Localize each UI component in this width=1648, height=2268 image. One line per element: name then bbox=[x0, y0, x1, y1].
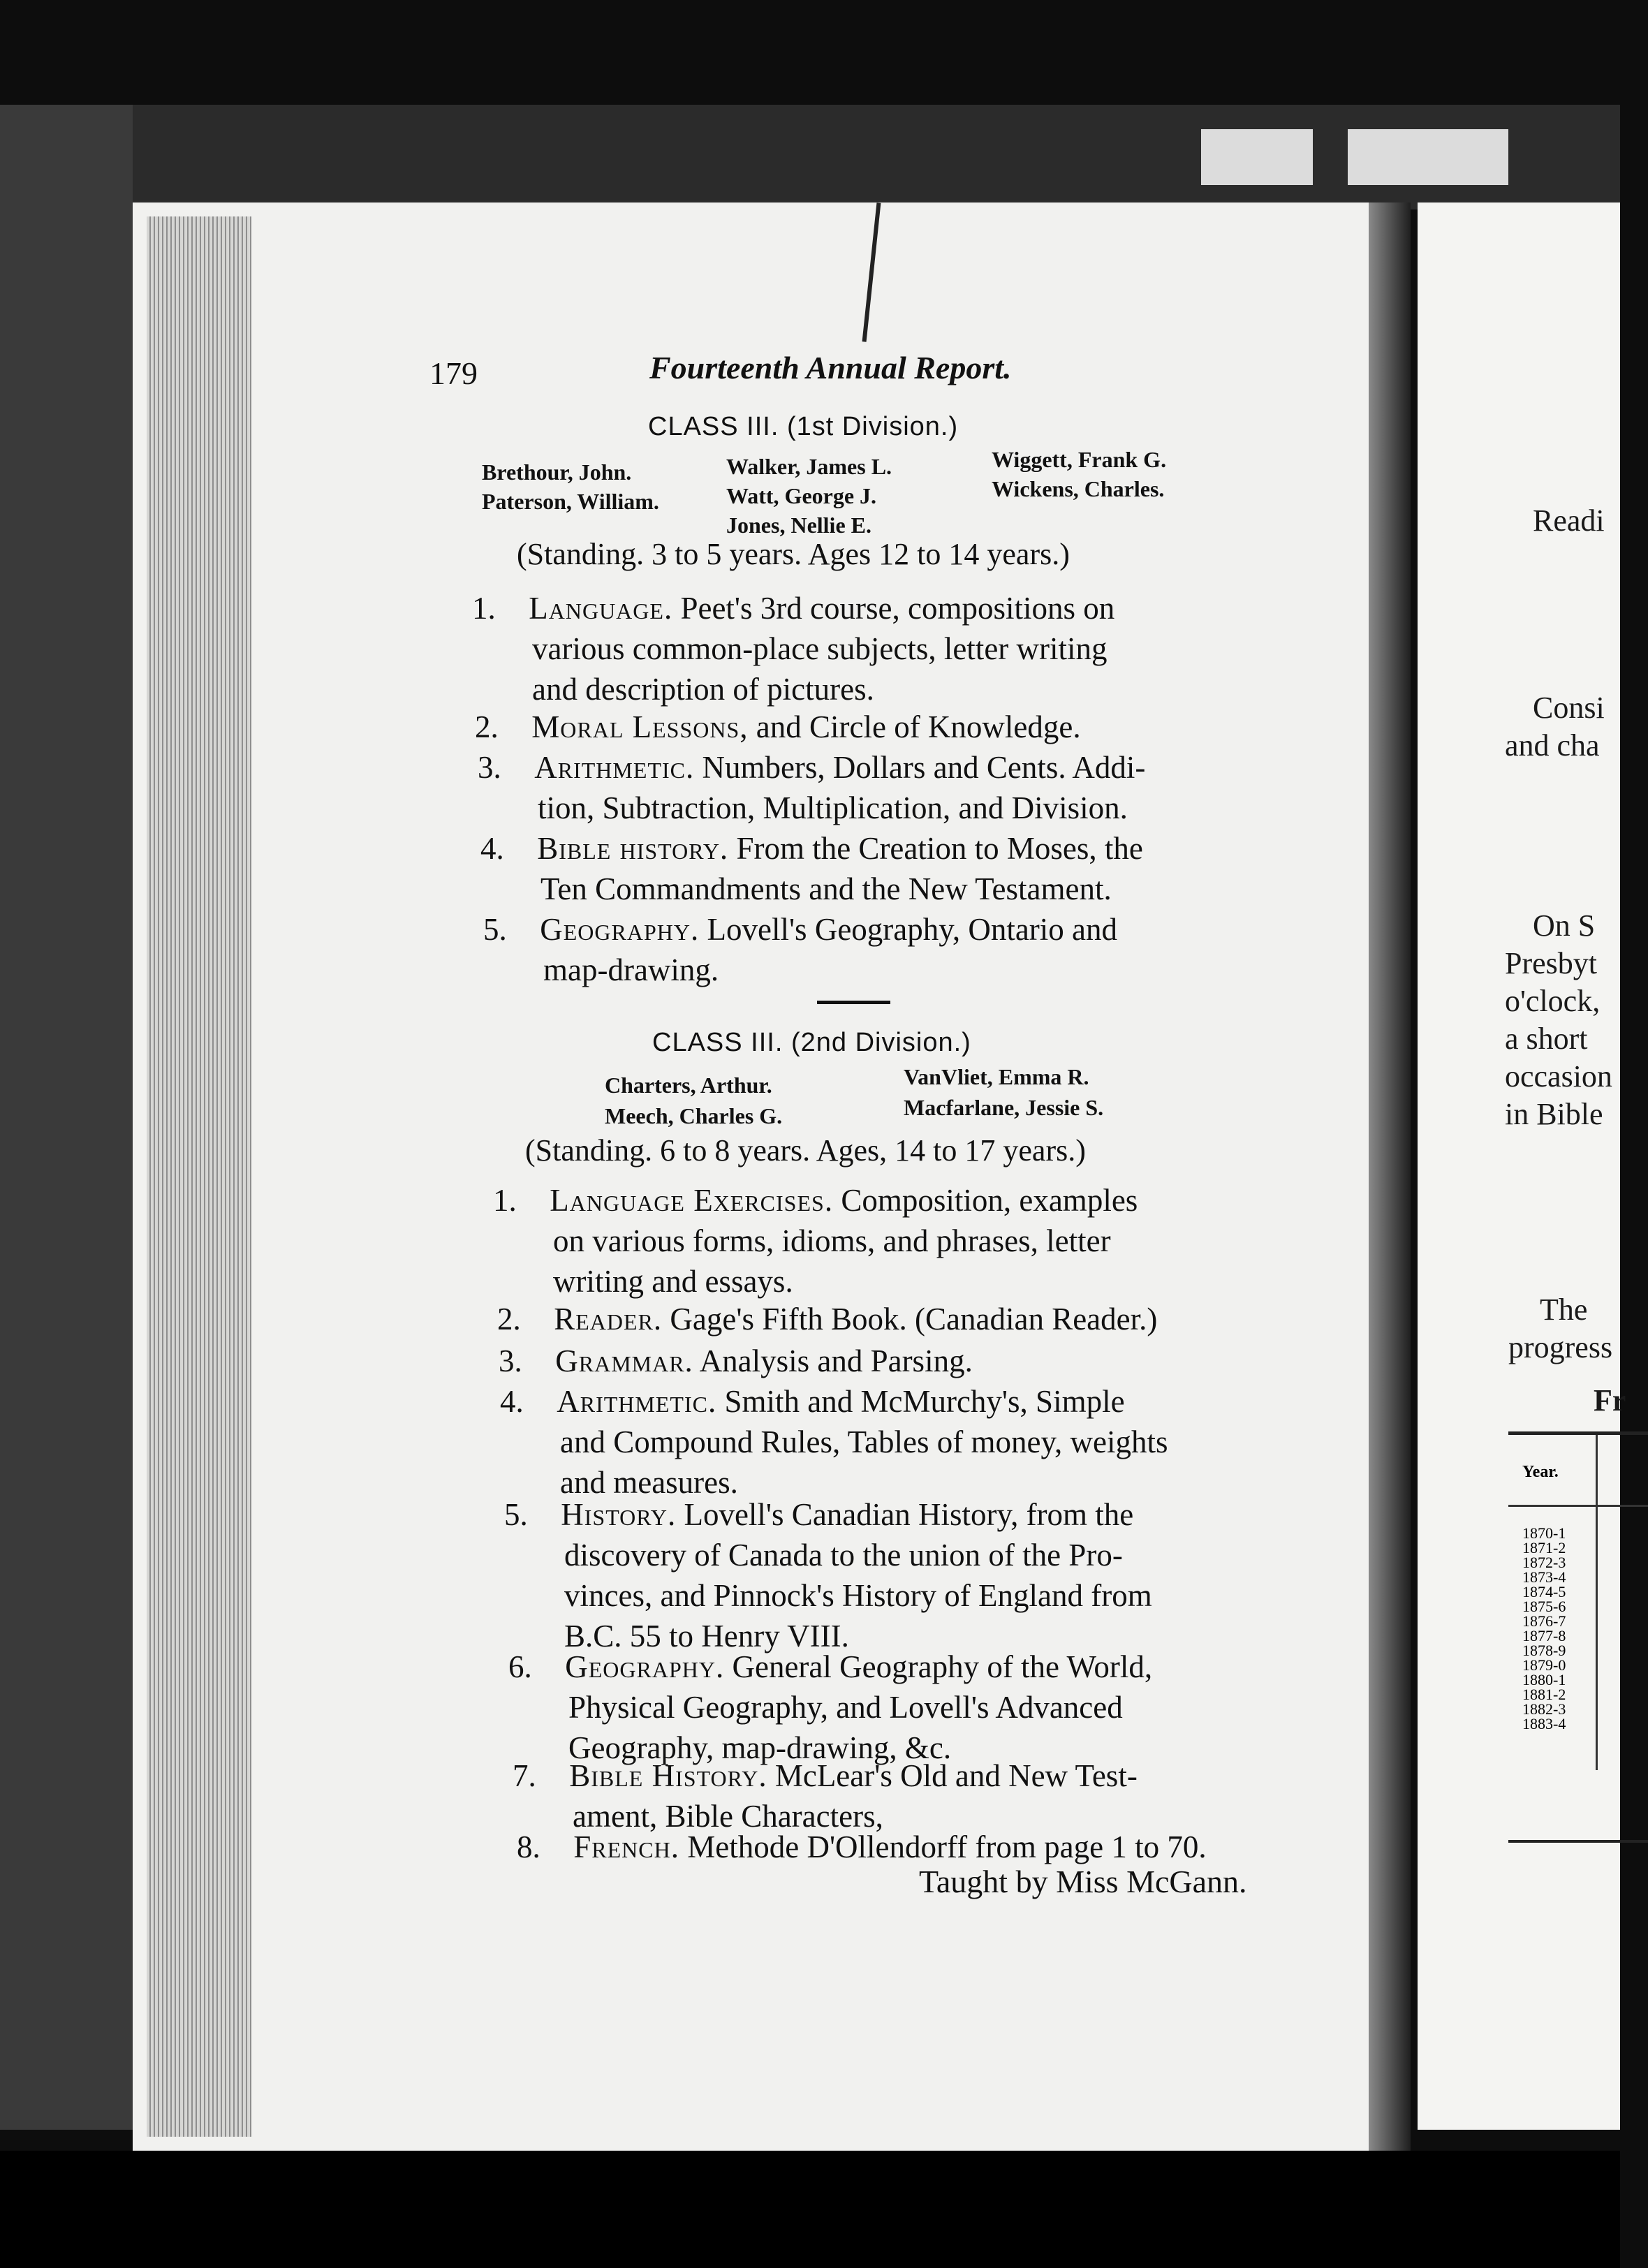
item-text: ament, Bible Characters, bbox=[573, 1799, 883, 1834]
student-name: Paterson, William. bbox=[482, 489, 659, 514]
year-cell: 1871-2 bbox=[1522, 1539, 1566, 1556]
teacher-signature: Taught by Miss McGann. bbox=[919, 1864, 1247, 1899]
year-cell: 1875-6 bbox=[1522, 1598, 1566, 1615]
right-page-text: The bbox=[1540, 1293, 1588, 1327]
page-number: 179 bbox=[429, 355, 478, 391]
item-number: 7. bbox=[513, 1758, 536, 1793]
student-name: Wickens, Charles. bbox=[992, 476, 1165, 501]
paper-tab bbox=[1201, 129, 1313, 185]
item-number: 4. bbox=[500, 1384, 524, 1419]
item-text: Gage's Fifth Book. (Canadian Reader.) bbox=[670, 1302, 1158, 1336]
item-subject: Reader. bbox=[554, 1302, 663, 1336]
item-subject: Bible History. bbox=[569, 1758, 767, 1793]
curriculum-item bbox=[493, 1180, 1317, 1302]
item-text: tion, Subtraction, Multiplication, and Division. bbox=[538, 790, 1128, 825]
paper-tab bbox=[1348, 129, 1508, 185]
item-subject: Moral Lessons, bbox=[531, 709, 749, 744]
curriculum-item bbox=[475, 707, 1299, 747]
item-number: 6. bbox=[508, 1649, 532, 1684]
student-name: Meech, Charles G. bbox=[605, 1103, 783, 1128]
right-page-text: in Bible bbox=[1505, 1097, 1603, 1131]
standing-line: (Standing. 3 to 5 years. Ages 12 to 14 years.) bbox=[517, 537, 1070, 571]
item-text: discovery of Canada to the union of the Pro- bbox=[564, 1538, 1123, 1573]
year-cell: 1872-3 bbox=[1522, 1554, 1566, 1571]
year-table bbox=[1508, 1431, 1648, 1843]
scan-background-left bbox=[0, 105, 133, 2130]
item-text: Numbers, Dollars and Cents. Addi- bbox=[702, 750, 1146, 785]
book-gutter bbox=[1369, 202, 1411, 2151]
curriculum-item bbox=[483, 909, 1307, 990]
curriculum-item bbox=[513, 1755, 1337, 1836]
right-page-text: progress bbox=[1508, 1330, 1613, 1364]
student-name: Walker, James L. bbox=[726, 454, 892, 479]
student-name: Watt, George J. bbox=[726, 483, 877, 508]
class-heading-2nd-division: CLASS III. (2nd Division.) bbox=[652, 1028, 971, 1057]
right-page-text: Consi bbox=[1533, 691, 1605, 725]
item-number: 2. bbox=[497, 1302, 521, 1336]
right-page-text: occasion bbox=[1505, 1059, 1612, 1094]
item-text: and Circle of Knowledge. bbox=[756, 709, 1081, 744]
curriculum-item bbox=[497, 1299, 1321, 1339]
item-text: and Compound Rules, Tables of money, weights bbox=[560, 1424, 1168, 1459]
item-number: 5. bbox=[483, 912, 507, 947]
item-number: 1. bbox=[493, 1183, 517, 1218]
scan-background-bottom bbox=[0, 2151, 1620, 2268]
item-text: Peet's 3rd course, compositions on bbox=[680, 591, 1115, 626]
standing-line: (Standing. 6 to 8 years. Ages, 14 to 17 years.) bbox=[525, 1133, 1086, 1168]
year-cell: 1870-1 bbox=[1522, 1524, 1566, 1542]
paper-crack bbox=[862, 202, 881, 342]
year-cell: 1881-2 bbox=[1522, 1686, 1566, 1703]
item-subject: Bible history. bbox=[537, 831, 729, 866]
item-text: vinces, and Pinnock's History of England from bbox=[564, 1578, 1152, 1613]
year-list bbox=[1522, 1526, 1566, 1731]
item-text: writing and essays. bbox=[553, 1264, 793, 1299]
right-page-text: Presbyt bbox=[1505, 946, 1597, 980]
student-name: Macfarlane, Jessie S. bbox=[904, 1095, 1104, 1120]
student-name: VanVliet, Emma R. bbox=[904, 1064, 1089, 1089]
year-cell: 1883-4 bbox=[1522, 1715, 1566, 1732]
item-text: General Geography of the World, bbox=[732, 1649, 1153, 1684]
curriculum-item bbox=[480, 828, 1304, 909]
table-rule bbox=[1596, 1435, 1598, 1770]
item-subject: Geography. bbox=[540, 912, 700, 947]
right-page-text: On S bbox=[1533, 908, 1596, 943]
year-cell: 1874-5 bbox=[1522, 1583, 1566, 1600]
item-text: Ten Commandments and the New Testament. bbox=[540, 871, 1112, 906]
curriculum-item bbox=[499, 1341, 1323, 1381]
item-subject: Arithmetic. bbox=[534, 750, 695, 785]
item-text: Geography, map-drawing, &c. bbox=[568, 1730, 952, 1765]
curriculum-item bbox=[472, 588, 1296, 709]
curriculum-item bbox=[504, 1494, 1328, 1656]
year-cell: 1879-0 bbox=[1522, 1656, 1566, 1674]
item-text: and description of pictures. bbox=[532, 672, 874, 707]
page-edges bbox=[147, 216, 251, 2137]
item-text: Physical Geography, and Lovell's Advanced bbox=[568, 1690, 1123, 1725]
student-name: Brethour, John. bbox=[482, 459, 632, 485]
running-title: Fourteenth Annual Report. bbox=[649, 350, 1012, 385]
item-number: 8. bbox=[517, 1829, 540, 1864]
item-subject: Language. bbox=[529, 591, 673, 626]
item-number: 3. bbox=[478, 750, 501, 785]
item-text: From the Creation to Moses, the bbox=[736, 831, 1143, 866]
item-subject: History. bbox=[561, 1497, 677, 1532]
item-text: Analysis and Parsing. bbox=[699, 1343, 973, 1378]
item-subject: Geography. bbox=[565, 1649, 725, 1684]
item-subject: Grammar. bbox=[555, 1343, 693, 1378]
item-number: 3. bbox=[499, 1343, 522, 1378]
year-cell: 1877-8 bbox=[1522, 1627, 1566, 1644]
right-page-text: Fr bbox=[1594, 1383, 1626, 1418]
item-text: map-drawing. bbox=[543, 952, 719, 987]
student-name: Jones, Nellie E. bbox=[726, 513, 871, 538]
item-text: and measures. bbox=[560, 1465, 738, 1500]
item-subject: Language Exercises. bbox=[550, 1183, 834, 1218]
year-cell: 1882-3 bbox=[1522, 1700, 1566, 1718]
item-text: B.C. 55 to Henry VIII. bbox=[564, 1619, 849, 1654]
curriculum-item bbox=[478, 747, 1302, 828]
item-text: Methode D'Ollendorff from page 1 to 70. bbox=[687, 1829, 1207, 1864]
curriculum-item bbox=[508, 1647, 1332, 1768]
item-text: Composition, examples bbox=[841, 1183, 1138, 1218]
student-name: Charters, Arthur. bbox=[605, 1073, 772, 1098]
curriculum-item bbox=[500, 1381, 1324, 1503]
item-subject: Arithmetic. bbox=[557, 1384, 717, 1419]
item-text: various common-place subjects, letter writing bbox=[532, 631, 1108, 666]
right-page-partial bbox=[1418, 202, 1626, 2130]
year-cell: 1873-4 bbox=[1522, 1568, 1566, 1586]
item-text: McLear's Old and New Test- bbox=[774, 1758, 1138, 1793]
year-cell: 1878-9 bbox=[1522, 1642, 1566, 1659]
item-number: 1. bbox=[472, 591, 496, 626]
right-page-text: Readi bbox=[1533, 503, 1605, 538]
year-cell: 1880-1 bbox=[1522, 1671, 1566, 1688]
item-number: 2. bbox=[475, 709, 499, 744]
item-text: Lovell's Canadian History, from the bbox=[684, 1497, 1134, 1532]
item-text: Smith and McMurchy's, Simple bbox=[724, 1384, 1125, 1419]
student-name: Wiggett, Frank G. bbox=[992, 447, 1167, 472]
right-page-text: a short bbox=[1505, 1022, 1588, 1056]
item-subject: French. bbox=[573, 1829, 679, 1864]
item-number: 5. bbox=[504, 1497, 528, 1532]
item-text: Lovell's Geography, Ontario and bbox=[707, 912, 1118, 947]
item-text: on various forms, idioms, and phrases, letter bbox=[553, 1223, 1111, 1258]
curriculum-item bbox=[517, 1827, 1341, 1867]
right-page-text: and cha bbox=[1505, 728, 1600, 763]
item-number: 4. bbox=[480, 831, 504, 866]
right-page-text: o'clock, bbox=[1505, 984, 1601, 1018]
year-cell: 1876-7 bbox=[1522, 1612, 1566, 1630]
table-rule bbox=[1508, 1505, 1648, 1507]
class-heading-1st-division: CLASS III. (1st Division.) bbox=[648, 412, 959, 441]
section-divider bbox=[817, 1001, 890, 1004]
table-header: Year. bbox=[1522, 1463, 1559, 1481]
